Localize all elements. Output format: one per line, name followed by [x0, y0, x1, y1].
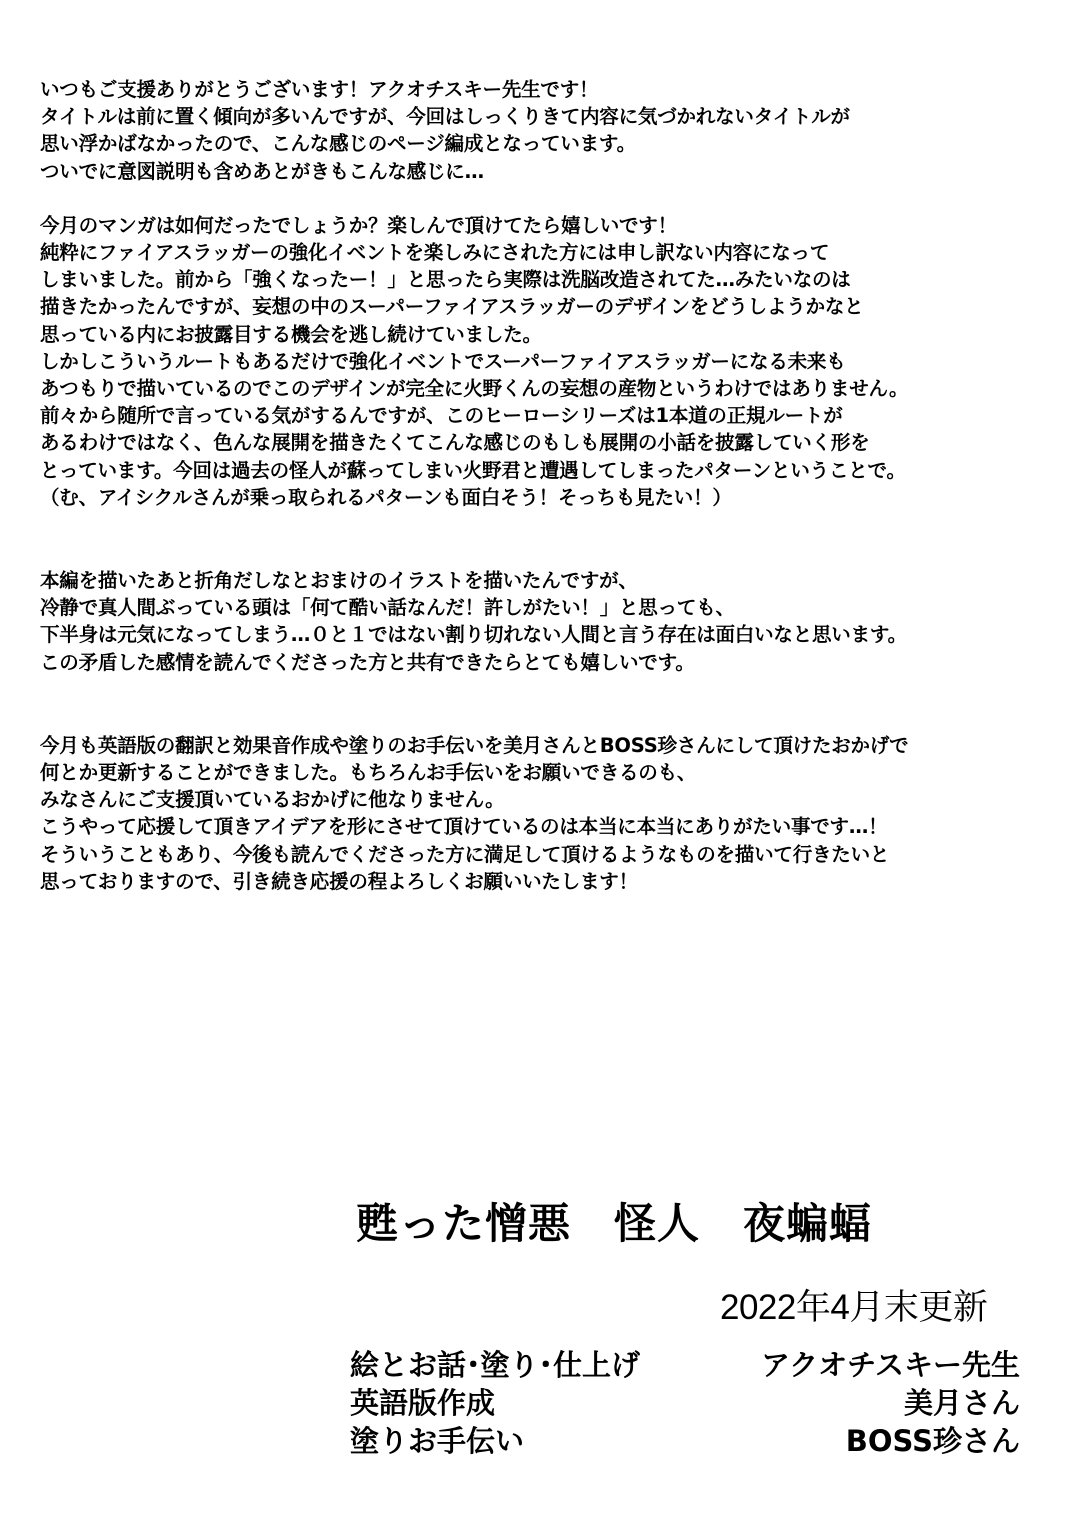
credit-row — [350, 1384, 1020, 1422]
credit-name: 美月さん — [903, 1386, 1020, 1420]
credit-role: 絵とお話･塗り･仕上げ — [350, 1348, 641, 1382]
paragraph-bonus-illustration — [40, 567, 1070, 676]
work-title: 甦った憎悪 怪人 夜蝙蝠 — [356, 1199, 873, 1248]
text-line: 下半身は元気になってしまう…０と１ではない割り切れない人間と言う存在は面白いなと思います。 — [40, 623, 907, 647]
update-date: 2022年4月末更新 — [720, 1288, 988, 1327]
text-line: いつもご支援ありがとうございます！アクオチスキー先生です！ — [40, 78, 599, 101]
credits-list — [350, 1346, 1020, 1460]
text-line: 思っておりますので、引き続き応援の程よろしくお願いいたします！ — [40, 869, 638, 893]
text-line: 今月も英語版の翻訳と効果音作成や塗りのお手伝いを美月さんとBOSS珍さんにして頂けたおかげで — [40, 733, 909, 757]
text-line: あつもりで描いているのでこのデザインが完全に火野くんの妄想の産物というわけではありません。 — [40, 377, 909, 401]
text-line: 今月のマンガは如何だったでしょうか？楽しんで頂けてたら嬉しいです！ — [40, 213, 677, 237]
text-line: しまいました。前から「強くなったー！」と思ったら実際は洗脳改造されてた…みたいなのは — [40, 268, 851, 292]
text-line: 思い浮かばなかったので、こんな感じのページ編成となっています。 — [40, 132, 636, 156]
paragraph-greeting — [40, 76, 1070, 185]
text-line: 思っている内にお披露目する機会を逃し続けていました。 — [40, 322, 542, 346]
credit-row — [350, 1346, 1020, 1384]
text-line: （む、アイシクルさんが乗っ取られるパターンも面白そう！そっちも見たい！） — [40, 485, 732, 509]
text-line: 冷静で真人間ぶっている頭は「何て酷い話なんだ！許しがたい！」と思っても、 — [40, 596, 735, 620]
text-line: 本編を描いたあと折角だしなとおまけのイラストを描いたんですが、 — [40, 569, 638, 593]
text-line: みなさんにご支援頂いているおかげに他なりません。 — [40, 788, 505, 812]
text-line: あるわけではなく、色んな展開を描きたくてこんな感じのもしも展開の小話を披露していく形を — [40, 431, 870, 455]
text-line: この矛盾した感情を読んでくださった方と共有できたらとても嬉しいです。 — [40, 650, 695, 674]
credit-role: 英語版作成 — [350, 1386, 496, 1420]
credit-name: BOSS珍さん — [845, 1424, 1020, 1458]
afterword-body — [40, 76, 1070, 895]
paragraph-manga-comments — [40, 212, 1070, 511]
text-line: 純粋にファイアスラッガーの強化イベントを楽しみにされた方には申し訳ない内容になって — [40, 241, 830, 265]
paragraph-thanks — [40, 732, 1070, 895]
credit-role: 塗りお手伝い — [350, 1424, 525, 1458]
text-line: タイトルは前に置く傾向が多いんですが、今回はしっくりきて内容に気づかれないタイトルが — [40, 105, 850, 129]
text-line: ついでに意図説明も含めあとがきもこんな感じに… — [40, 159, 484, 183]
text-line: こうやって応援して頂きアイデアを形にさせて頂けているのは本当に本当にありがたい事です…！ — [40, 815, 888, 839]
text-line: 何とか更新することができました。もちろんお手伝いをお願いできるのも、 — [40, 761, 697, 785]
credit-name: アクオチスキー先生 — [761, 1348, 1020, 1382]
credit-row — [350, 1422, 1020, 1460]
text-line: しかしこういうルートもあるだけで強化イベントでスーパーファイアスラッガーになる未来も — [40, 349, 846, 373]
text-line: 前々から随所で言っている気がするんですが、このヒーローシリーズは1本道の正規ルートが — [40, 404, 843, 428]
text-line: とっています。今回は過去の怪人が蘇ってしまい火野君と遭遇してしまったパターンということで。 — [40, 458, 906, 482]
text-line: 描きたかったんですが、妄想の中のスーパーファイアスラッガーのデザインをどうしようかなと — [40, 295, 864, 319]
text-line: そういうこともあり、今後も読んでくださった方に満足して頂けるようなものを描いて行きたいと — [40, 842, 890, 866]
